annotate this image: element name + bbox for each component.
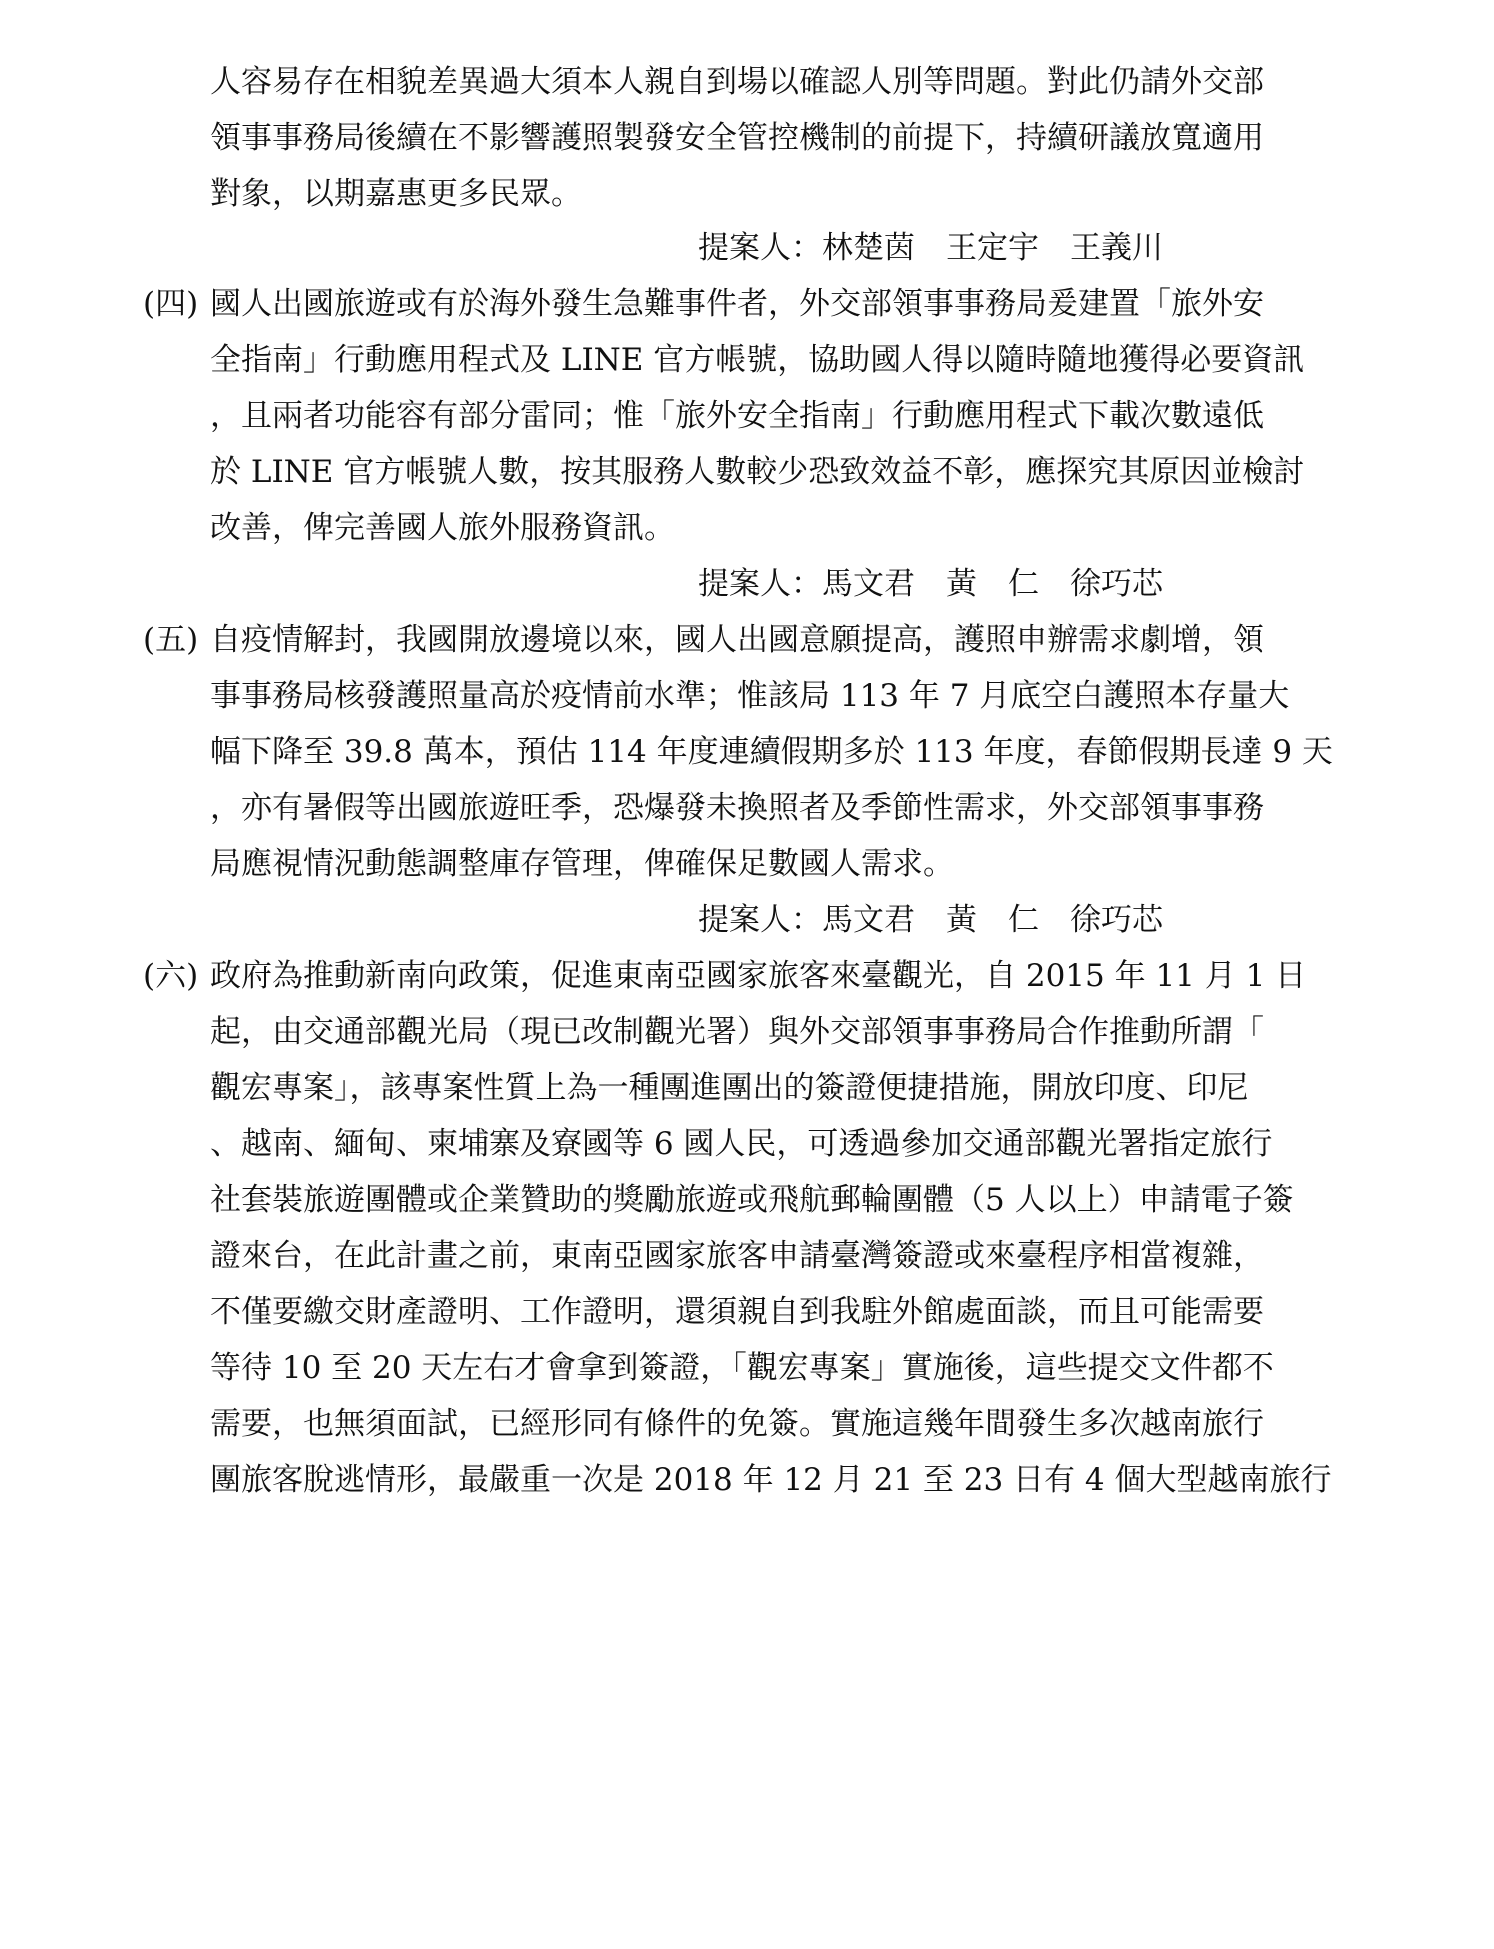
- proposer-line: 提案人：馬文君 黃 仁 徐巧芯: [698, 566, 1163, 602]
- proposer-line: 提案人：馬文君 黃 仁 徐巧芯: [698, 902, 1163, 938]
- paragraph-line: 改善，俾完善國人旅外服務資訊。: [210, 510, 675, 546]
- paragraph-line: 團旅客脫逃情形，最嚴重一次是 2018 年 12 月 21 至 23 日有 4 個大型越南旅行: [210, 1462, 1332, 1498]
- paragraph-line: 、越南、緬甸、柬埔寨及寮國等 6 國人民，可透過參加交通部觀光署指定旅行: [210, 1126, 1273, 1162]
- item-label: (六): [143, 958, 199, 994]
- paragraph-line: 政府為推動新南向政策，促進東南亞國家旅客來臺觀光，自 2015 年 11 月 1 日: [210, 958, 1307, 994]
- paragraph-line: 觀宏專案」，該專案性質上為一種團進團出的簽證便捷措施，開放印度、印尼: [210, 1070, 1249, 1106]
- paragraph-line: 國人出國旅遊或有於海外發生急難事件者，外交部領事事務局爰建置「旅外安: [210, 286, 1264, 322]
- paragraph-line: 社套裝旅遊團體或企業贊助的獎勵旅遊或飛航郵輪團體（5 人以上）申請電子簽: [210, 1182, 1294, 1218]
- paragraph-line: ，且兩者功能容有部分雷同；惟「旅外安全指南」行動應用程式下載次數遠低: [210, 398, 1264, 434]
- paragraph-line: 全指南」行動應用程式及 LINE 官方帳號，協助國人得以隨時隨地獲得必要資訊: [210, 342, 1305, 378]
- paragraph-line: ，亦有暑假等出國旅遊旺季，恐爆發未換照者及季節性需求，外交部領事事務: [210, 790, 1264, 826]
- paragraph-line: 自疫情解封，我國開放邊境以來，國人出國意願提高，護照申辦需求劇增，領: [210, 622, 1264, 658]
- paragraph-line: 證來台，在此計畫之前，東南亞國家旅客申請臺灣簽證或來臺程序相當複雜，: [210, 1238, 1264, 1274]
- paragraph-line: 幅下降至 39.8 萬本，預估 114 年度連續假期多於 113 年度，春節假期長達 9 天: [210, 734, 1333, 770]
- proposer-line: 提案人：林楚茵 王定宇 王義川: [698, 230, 1163, 266]
- paragraph-line: 對象，以期嘉惠更多民眾。: [210, 176, 582, 212]
- item-label: (五): [143, 622, 199, 658]
- paragraph-line: 局應視情況動態調整庫存管理，俾確保足數國人需求。: [210, 846, 954, 882]
- paragraph-line: 不僅要繳交財產證明、工作證明，還須親自到我駐外館處面談，而且可能需要: [210, 1294, 1264, 1330]
- item-label: (四): [143, 286, 199, 322]
- paragraph-line: 人容易存在相貌差異過大須本人親自到場以確認人別等問題。對此仍請外交部: [210, 64, 1264, 100]
- paragraph-line: 等待 10 至 20 天左右才會拿到簽證，「觀宏專案」實施後，這些提交文件都不: [210, 1350, 1274, 1386]
- paragraph-line: 起，由交通部觀光局（現已改制觀光署）與外交部領事事務局合作推動所謂「: [210, 1014, 1264, 1050]
- paragraph-line: 需要，也無須面試，已經形同有條件的免簽。實施這幾年間發生多次越南旅行: [210, 1406, 1264, 1442]
- paragraph-line: 事事務局核發護照量高於疫情前水準；惟該局 113 年 7 月底空白護照本存量大: [210, 678, 1290, 714]
- paragraph-line: 於 LINE 官方帳號人數，按其服務人數較少恐致效益不彰，應探究其原因並檢討: [210, 454, 1305, 490]
- paragraph-line: 領事事務局後續在不影響護照製發安全管控機制的前提下，持續研議放寬適用: [210, 120, 1264, 156]
